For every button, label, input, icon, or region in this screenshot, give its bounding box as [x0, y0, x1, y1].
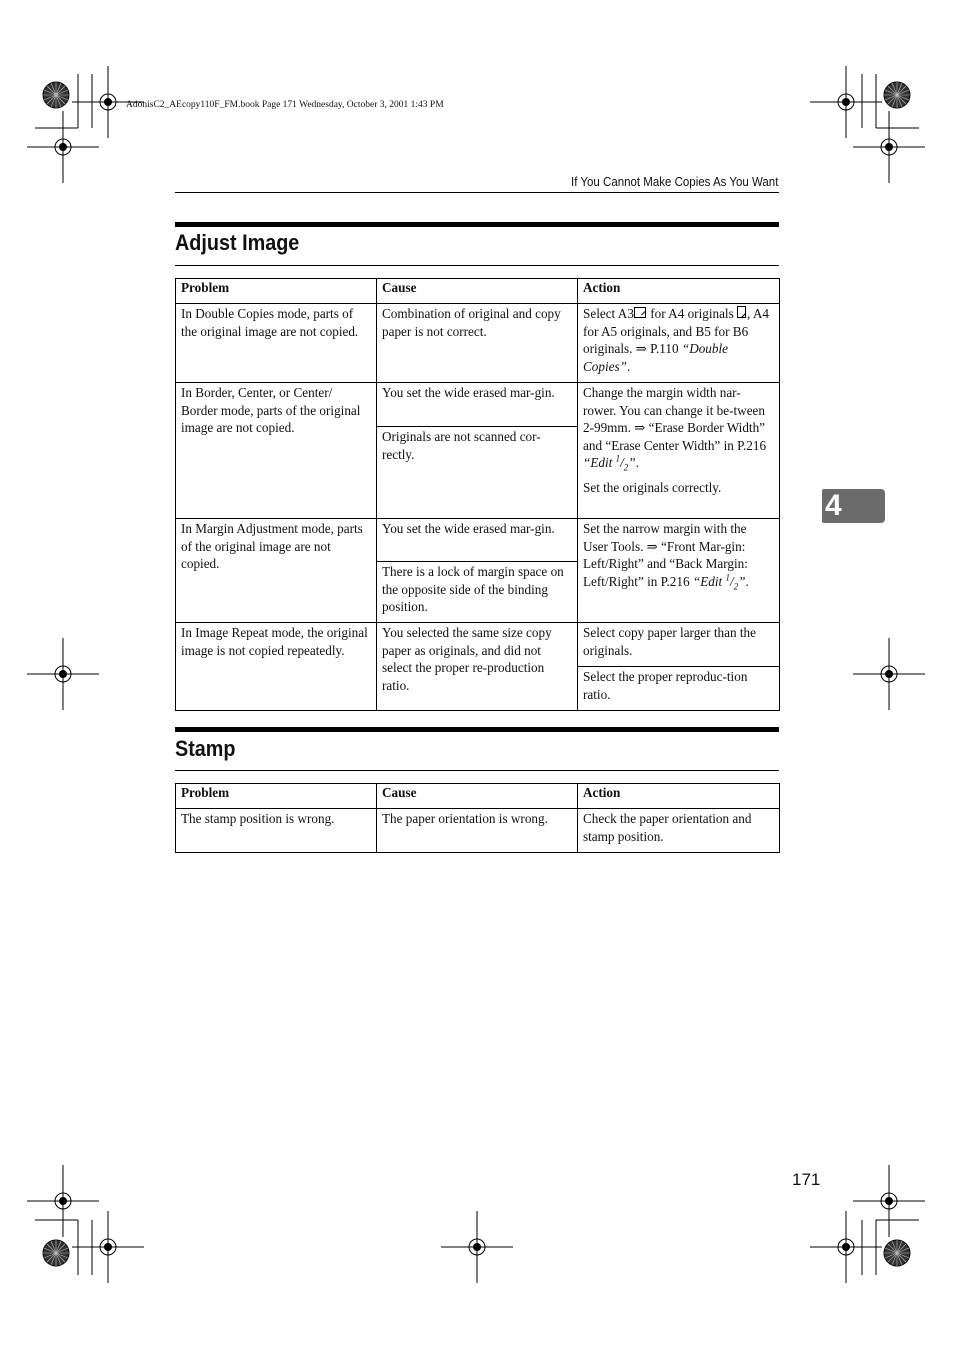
- registration-cross-icon: [853, 111, 925, 183]
- registration-wheel-icon: [884, 82, 910, 108]
- header-cause: Cause: [377, 279, 578, 304]
- table-header-row: [176, 279, 780, 304]
- registration-cross-icon: [27, 1165, 99, 1237]
- section-title-adjust-image: Adjust Image: [175, 230, 300, 255]
- table-row: [176, 519, 780, 562]
- registration-cross-icon: [810, 66, 882, 138]
- section-rule: [175, 770, 779, 771]
- action-paragraph: Set the originals correctly.: [583, 479, 722, 495]
- table-row: [176, 809, 780, 853]
- problem-cell: The stamp position is wrong.: [176, 809, 377, 853]
- header-problem: Problem: [176, 279, 377, 304]
- registration-wheel-icon: [884, 1240, 910, 1266]
- page-number: 171: [792, 1170, 821, 1189]
- problem-cell: In Border, Center, or Center/ Border mode, parts of the original image are not copied.: [176, 383, 377, 519]
- registration-cross-icon: [853, 638, 925, 710]
- registration-cross-icon: [27, 638, 99, 710]
- chapter-tab: 4: [822, 489, 885, 523]
- cause-cell: There is a lock of margin space on the opposite side of the binding position.: [377, 562, 578, 623]
- cause-cell: The paper orientation is wrong.: [377, 809, 578, 853]
- section-rule: [175, 265, 779, 266]
- cause-cell: You selected the same size copy paper as originals, and did not select the proper re-production ratio.: [377, 623, 578, 711]
- running-header: If You Cannot Make Copies As You Want: [570, 175, 778, 189]
- header-action: Action: [578, 279, 780, 304]
- action-cell: Select copy paper larger than the originals.: [578, 623, 780, 667]
- print-info: AdonisC2_AEcopy110F_FM.book Page 171 Wednesday, October 3, 2001 1:43 PM: [126, 100, 444, 110]
- action-paragraph: Change the margin width nar-rower. You can change it be-tween 2-99mm. ⇒ “Erase Border Width” and “Erase Center Width” in P.216 “Edit $^1/_2$”.: [583, 385, 767, 473]
- action-cell: Check the paper orientation and stamp position.: [578, 809, 780, 853]
- registration-wheel-icon: [43, 1240, 69, 1266]
- table-header-row: [176, 784, 780, 809]
- adjust-image-table: [175, 278, 780, 711]
- problem-cell: In Image Repeat mode, the original image is not copied repeatedly.: [176, 623, 377, 711]
- cause-cell: Originals are not scanned cor-rectly.: [377, 427, 578, 519]
- action-cell: Select the proper reproduc-tion ratio.: [578, 667, 780, 711]
- registration-cross-icon: [441, 1211, 513, 1283]
- header-action: Action: [578, 784, 780, 809]
- problem-cell: In Double Copies mode, parts of the original image are not copied.: [176, 304, 377, 383]
- action-cell: Select A3 for A4 originals , A4 for A5 originals, and B5 for B6 originals. ⇒ P.110 “Double Copies”.: [578, 304, 780, 383]
- registration-wheel-icon: [43, 82, 69, 108]
- table-row: [176, 304, 780, 383]
- registration-cross-icon: [27, 111, 99, 183]
- paper-portrait-icon: [737, 306, 747, 319]
- section-bar: [175, 222, 779, 227]
- problem-cell: In Margin Adjustment mode, parts of the original image are not copied.: [176, 519, 377, 623]
- section-bar: [175, 727, 779, 732]
- action-cell: [578, 383, 780, 519]
- paper-landscape-icon: [634, 307, 647, 319]
- table-row: [176, 623, 780, 667]
- stamp-table: [175, 783, 780, 853]
- cause-cell: You set the wide erased mar-gin.: [377, 383, 578, 427]
- header-rule: [175, 192, 779, 193]
- section-title-stamp: Stamp: [175, 736, 236, 761]
- action-cell: Set the narrow margin with the User Tools. ⇒ “Front Mar-gin: Left/Right” and “Back Margin: Left/Right” in P.216 “Edit $^1/_2$”.: [578, 519, 780, 623]
- registration-cross-icon: [72, 1211, 144, 1283]
- cause-cell: Combination of original and copy paper is not correct.: [377, 304, 578, 383]
- header-cause: Cause: [377, 784, 578, 809]
- registration-cross-icon: [853, 1165, 925, 1237]
- registration-cross-icon: [810, 1211, 882, 1283]
- table-row: [176, 383, 780, 427]
- cause-cell: You set the wide erased mar-gin.: [377, 519, 578, 562]
- header-problem: Problem: [176, 784, 377, 809]
